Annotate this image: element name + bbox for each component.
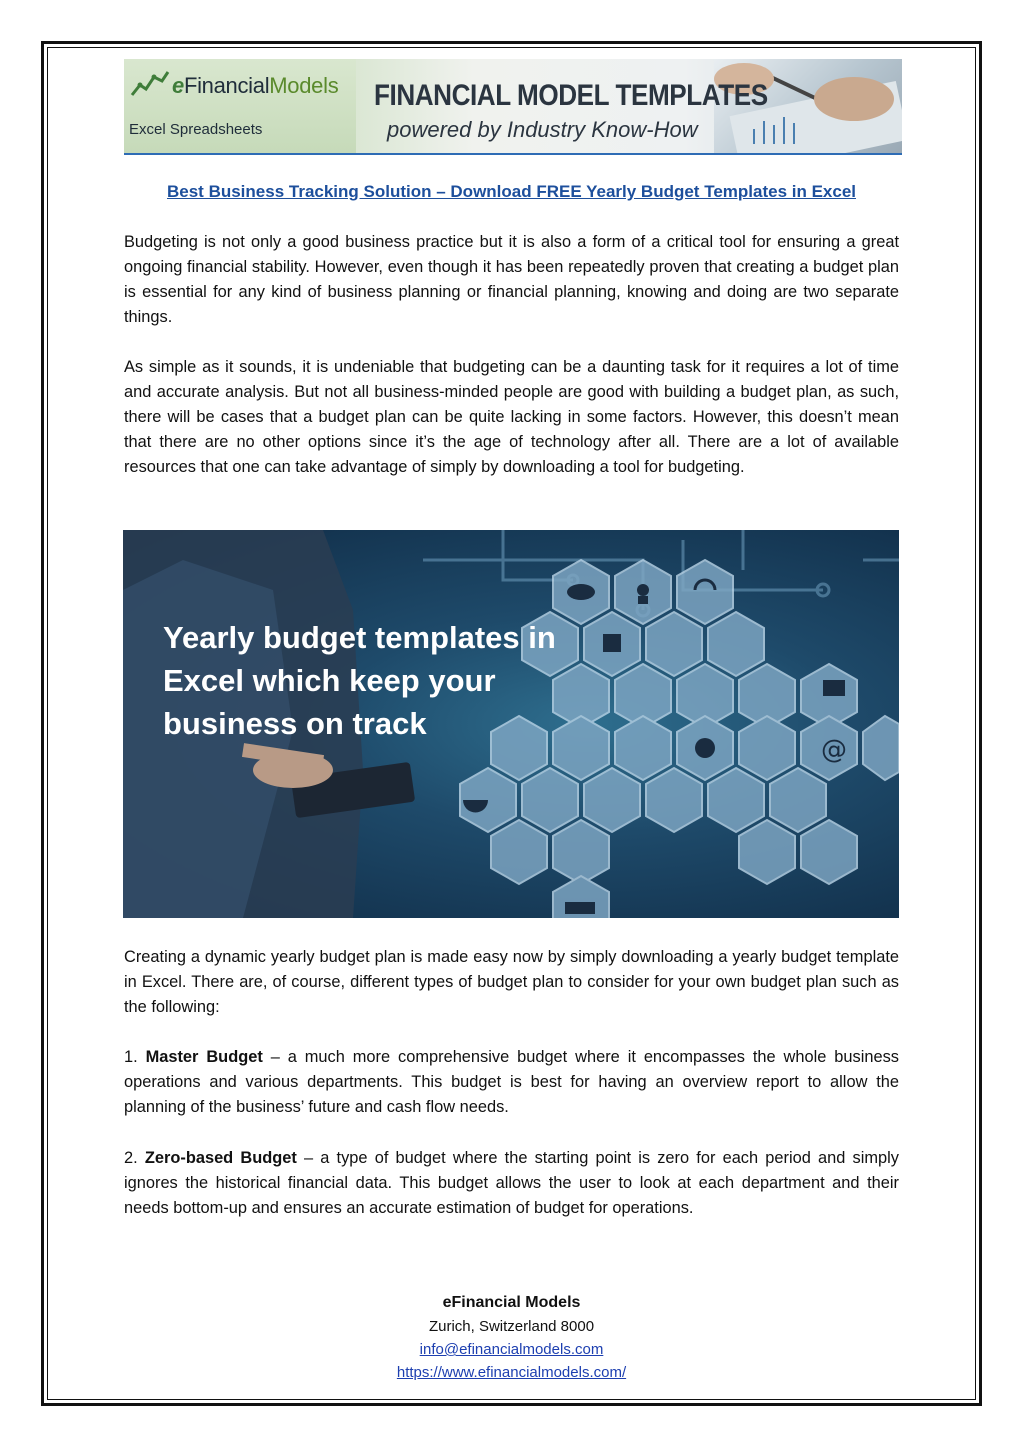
logo-e: e <box>172 73 184 98</box>
master-budget-term: Master Budget <box>145 1048 263 1066</box>
intro-paragraph-2: As simple as it sounds, it is undeniable that budgeting can be a daunting task for it requires a lot of time and accurate analysis. But not all business-minded people are good with building a budget plan, as such, there will be cases that a budget plan can be quite lacking in some factors. However, this doesn’t mean that there are no other options since it’s the age of technology after all. There are a lot of available resources that one can take advantage of simply by downloading a tool for budgeting. <box>124 358 899 476</box>
banner-tagline: Excel Spreadsheets <box>129 121 263 138</box>
hero-line-3: business on track <box>163 706 427 741</box>
body-paragraph-3: Creating a dynamic yearly budget plan is made easy now by simply downloading a yearly budget template in Excel. There are, of course, different types of budget plan to consider for your own budget plan such as the following: <box>124 948 899 1016</box>
banner-title: FINANCIAL MODEL TEMPLATES <box>374 79 768 112</box>
list-number: 2. <box>124 1149 138 1167</box>
hero-line-2: Excel which keep your <box>163 663 496 698</box>
hero-headline <box>163 616 556 745</box>
footer-address: Zurich, Switzerland 8000 <box>428 1318 595 1335</box>
logo-models: Models <box>269 73 339 98</box>
list-item-master-budget <box>124 1045 899 1120</box>
document-title-link[interactable]: Best Business Tracking Solution – Download FREE Yearly Budget Templates in Excel <box>167 182 856 201</box>
banner-subtitle: powered by Industry Know-How <box>387 117 698 142</box>
intro-paragraph-1: Budgeting is not only a good business practice but it is also a form of a critical tool for ensuring a great ongoing financial stability. However, even though it has been repeatedly proven that creating a budget plan is essential for any kind of business planning or financial planning, knowing and doing are two separate things. <box>124 233 899 326</box>
banner-divider <box>124 153 902 155</box>
svg-text:@: @ <box>821 735 847 765</box>
list-number: 1. <box>124 1048 138 1066</box>
hero-line-1: Yearly budget templates in <box>163 620 556 655</box>
footer-url-row <box>0 1364 1023 1381</box>
logo-financial: Financial <box>183 73 270 98</box>
header-banner <box>124 59 902 153</box>
banner-logo-panel <box>124 59 356 153</box>
document-title[interactable] <box>0 182 1023 202</box>
footer-company: eFinancial Models <box>442 1294 581 1311</box>
footer-email-row <box>0 1341 1023 1358</box>
zero-based-budget-term: Zero-based Budget <box>144 1149 297 1167</box>
chart-logo-icon <box>130 69 170 99</box>
list-item-zero-based-budget <box>124 1146 899 1221</box>
footer-email-link[interactable]: info@efinancialmodels.com <box>419 1341 604 1358</box>
logo-text <box>172 73 338 99</box>
zero-based-budget-description: – a type of budget where the starting point is zero for each period and simply ignores the historical financial data. This budget allows the user to look at each department and their needs bottom-up and ensures an accurate estimation of budget for operations. <box>124 1149 899 1217</box>
master-budget-description: – a much more comprehensive budget where it encompasses the whole business operations and various departments. This budget is best for having an overview report to allow the planning of the business’ future and cash flow needs. <box>124 1048 899 1116</box>
hero-image <box>123 530 899 918</box>
footer-url-link[interactable]: https://www.efinancialmodels.com/ <box>396 1364 627 1381</box>
